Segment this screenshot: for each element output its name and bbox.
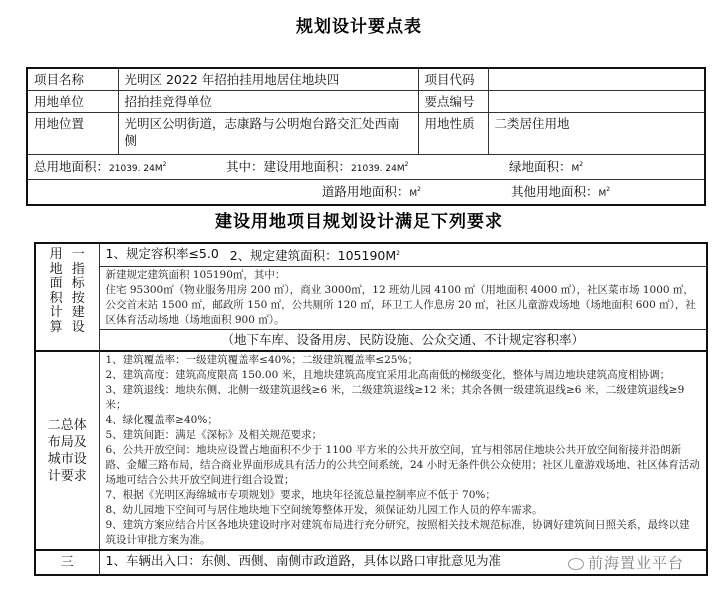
land-location-value: 光明区公明街道，志康路与公明炮台路交汇处西南侧 bbox=[118, 113, 418, 155]
project-code-label: 项目代码 bbox=[418, 68, 488, 91]
list-item: 3、建筑退线：地块东侧、北侧一级建筑退线≥6 米，二级建筑退线≥12 米；其余各侧一级建筑退线≥6 米，二级建筑退线≥9 米； bbox=[105, 384, 685, 412]
list-item: 9、建筑方案应结合片区各地块建设时序对建筑布局进行充分研究，按照相关技术规范标准，协调好建筑间日照关系，最终以建筑设计审批方案为准。 bbox=[105, 519, 690, 547]
project-code-value bbox=[488, 68, 705, 91]
section1-heading-col1: 用 地 面 积 计 算 bbox=[49, 247, 63, 335]
list-item: 7、根据《光明区海绵城市专项规划》要求，地块年径流总量控制率应不低于 70%； bbox=[105, 489, 496, 502]
list-item: 1、建筑覆盖率：一级建筑覆盖率≤40%；二级建筑覆盖率≤25%； bbox=[105, 354, 418, 367]
wechat-logo-icon bbox=[568, 558, 584, 570]
section3-heading: 三 bbox=[35, 550, 99, 575]
list-item: 6、公共开放空间：地块应设置占地面积不少于 1100 平方米的公共开放空间，宜与相邻居住地块公共开放空间衔接并沿朗新路、金耀三路布局，结合商业界面形成具有活力的公共空间系统，24 小时无条件供公众使用；社区儿童游戏场地、社区体育活动场地可结合公共开放空间进行组合设置； bbox=[105, 444, 700, 487]
land-nature-label: 用地性质 bbox=[418, 113, 488, 155]
total-area: 总用地面积：21039. $24M^2$ bbox=[34, 159, 167, 175]
gfa-requirement: 2、规定建筑面积：$105190M^2$ bbox=[229, 248, 400, 264]
far-exclusion-note: （地下车库、设备用房、民防设施、公众交通、不计规定容积率） bbox=[99, 330, 707, 352]
list-item: 4、绿化覆盖率≥40%； bbox=[105, 414, 218, 427]
other-area: 其他用地面积：$M^2$ bbox=[511, 184, 611, 200]
green-area: 绿地面积：$M^2$ bbox=[509, 159, 584, 175]
gfa-breakdown: 新建规定建筑面积 105190㎡，其中： 住宅 95300㎡（物业服务用房 200 ㎡），商业 3000㎡，12 班幼儿园 4100 ㎡（用地面积 4000 ㎡），社区菜市场 1000 ㎡，公交首末站 1500 ㎡，邮政所 150 ㎡，公共厕所 120 ㎡，环卫工人作息房 20 ㎡，社区儿童游戏场地（场地面积 600 ㎡），社区体育活动场地（场地面积 900 ㎡）。 bbox=[99, 267, 707, 330]
list-item: 5、建筑间距：满足《深标》及相关规范要求； bbox=[105, 429, 323, 442]
section1-heading-col2: 一 指 标 按 建 设 bbox=[71, 247, 85, 335]
point-number-value bbox=[488, 91, 705, 113]
land-unit-label: 用地单位 bbox=[27, 91, 118, 113]
table-row bbox=[35, 267, 707, 330]
project-name-label: 项目名称 bbox=[27, 68, 118, 91]
construction-area: 其中：建设用地面积：21039. $24M^2$ bbox=[226, 159, 409, 175]
far-and-gfa bbox=[99, 243, 707, 267]
table-row bbox=[27, 155, 705, 180]
list-item: 8、幼儿园地下空间可与居住地块地下空间统筹整体开发，须保证幼儿园工作人员的停车需求。 bbox=[105, 504, 543, 517]
document-title: 规划设计要点表 bbox=[296, 17, 422, 37]
far-requirement: 1、规定容积率≤5.0 bbox=[105, 246, 219, 261]
land-unit-value: 招拍挂竞得单位 bbox=[118, 91, 418, 113]
requirements-table bbox=[34, 242, 708, 576]
point-number-label: 要点编号 bbox=[418, 91, 488, 113]
area-summary-row bbox=[34, 156, 698, 178]
table-row bbox=[27, 68, 705, 91]
list-item: 2、建筑高度：建筑高度限高 150.00 米，且地块建筑高度宜采用北高南低的梯级变化，整体与周边地块建筑高度相协调； bbox=[105, 369, 671, 382]
area-summary-row-2 bbox=[34, 181, 698, 203]
land-nature-value: 二类居住用地 bbox=[488, 113, 705, 155]
table-row bbox=[35, 243, 707, 267]
layout-requirements bbox=[99, 351, 707, 550]
table-row bbox=[27, 91, 705, 113]
table-row bbox=[27, 113, 705, 155]
vehicle-access-requirement: 1、车辆出入口：东侧、西侧、南侧市政道路，具体以路口审批意见为准 bbox=[99, 550, 707, 575]
road-area: 道路用地面积：$M^2$ bbox=[321, 184, 421, 200]
table-row bbox=[27, 180, 705, 206]
watermark: 前海置业平台 bbox=[568, 552, 684, 573]
section2-heading: 二总体 布局及 城市设 计要求 bbox=[35, 351, 99, 550]
table-row bbox=[35, 351, 707, 550]
table-row bbox=[35, 330, 707, 352]
planning-info-table bbox=[26, 67, 706, 206]
project-name-value: 光明区 2022 年招拍挂用地居住地块四 bbox=[118, 68, 418, 91]
requirements-subtitle: 建设用地项目规划设计满足下列要求 bbox=[215, 212, 503, 232]
land-location-label: 用地位置 bbox=[27, 113, 118, 155]
section1-heading bbox=[35, 243, 99, 351]
